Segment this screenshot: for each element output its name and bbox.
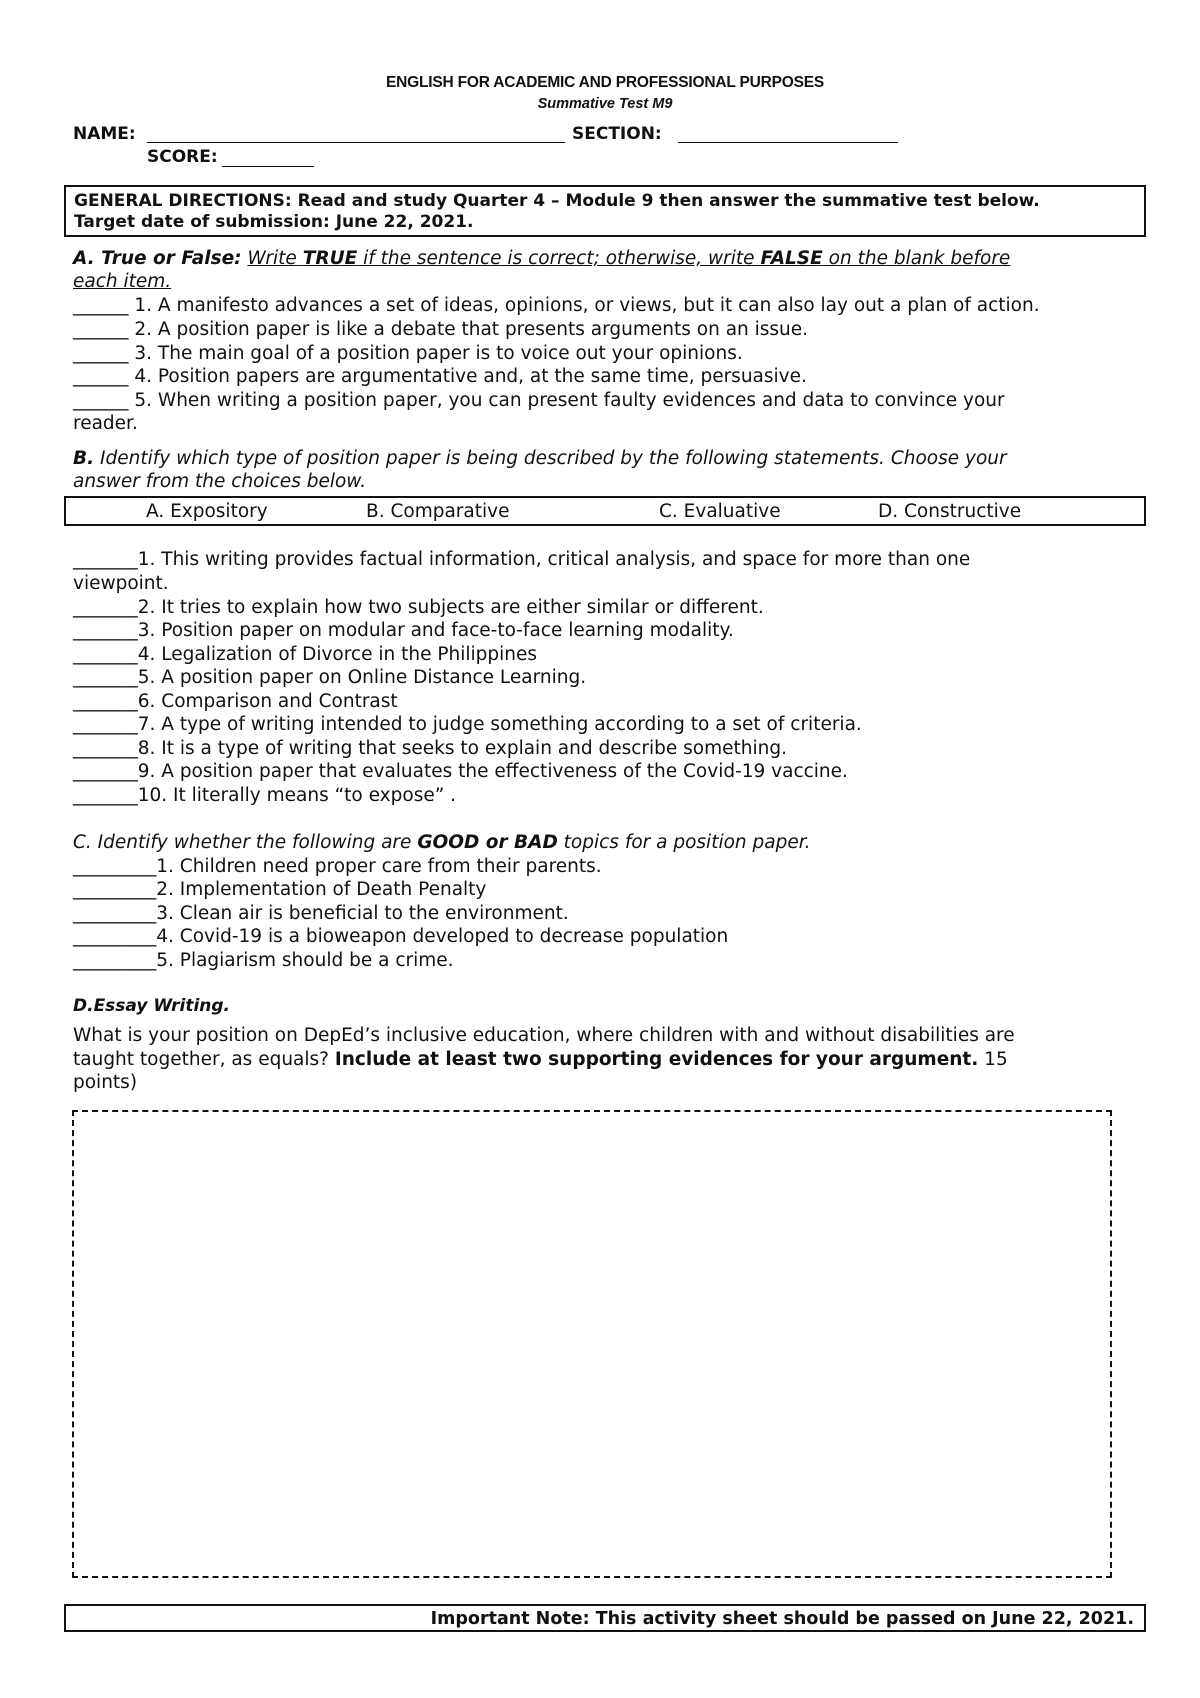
part-c-item: _________2. Implementation of Death Penalty [73,879,487,900]
part-a-instruction-cont: each item. [73,271,172,292]
choice-c: C. Evaluative [659,501,781,522]
part-b-item: _______10. It literally means “to expose” . [73,785,457,806]
part-b-item: _______3. Position paper on modular and face-to-face learning modality. [73,620,734,641]
part-c-item: _________1. Children need proper care from their parents. [73,856,602,877]
section-blank[interactable] [678,142,898,143]
part-b-item-cont: viewpoint. [73,573,169,594]
name-label: NAME: [73,124,136,144]
part-b-item: _______8. It is a type of writing that seeks to explain and describe something. [73,738,787,759]
part-c-item: _________4. Covid-19 is a bioweapon developed to decrease population [73,926,729,947]
choice-d: D. Constructive [878,501,1022,522]
document-subtitle: Summative Test M9 [537,96,673,112]
part-a-item: ______ 3. The main goal of a position paper is to voice out your opinions. [73,343,743,364]
important-note-box [64,1604,1146,1632]
part-b-item: _______7. A type of writing intended to judge something according to a set of criteria. [73,714,862,735]
part-b-item: _______9. A position paper that evaluates the effectiveness of the Covid-19 vaccine. [73,761,848,782]
score-label: SCORE: [147,147,218,167]
choice-b: B. Comparative [366,501,510,522]
part-b-item: _______5. A position paper on Online Distance Learning. [73,667,587,688]
part-a-instruction: A. True or False: Write TRUE if the sentence is correct; otherwise, write FALSE on the blank before [73,248,1011,269]
part-a-item: ______ 5. When writing a position paper, you can present faulty evidences and data to convince your [73,390,1005,411]
part-a-label: A. True or False: [73,248,242,269]
name-blank[interactable] [147,142,565,143]
general-directions-box [64,185,1146,237]
part-c-item: _________3. Clean air is beneficial to the environment. [73,903,569,924]
choice-a: A. Expository [146,501,268,522]
part-a-item: ______ 4. Position papers are argumentative and, at the same time, persuasive. [73,366,807,387]
essay-prompt-line-2: taught together, as equals? Include at least two supporting evidences for your argument. 15 [73,1049,1008,1070]
section-label: SECTION: [572,124,662,144]
choices-box [64,496,1146,526]
part-b-label: B. [73,448,95,469]
part-b-item: _______4. Legalization of Divorce in the Philippines [73,644,538,665]
part-c-item: _________5. Plagiarism should be a crime. [73,950,454,971]
important-note: Important Note: This activity sheet should be passed on June 22, 2021. [430,1609,1134,1629]
part-a-item: ______ 2. A position paper is like a debate that presents arguments on an issue. [73,319,809,340]
part-b-instruction-cont: answer from the choices below. [73,471,367,492]
document-title: ENGLISH FOR ACADEMIC AND PROFESSIONAL PURPOSES [385,74,825,91]
part-b-item: _______2. It tries to explain how two subjects are either similar or different. [73,597,764,618]
directions-line-2: Target date of submission: June 22, 2021. [74,212,474,232]
essay-answer-box[interactable] [72,1110,1112,1578]
part-b-instruction: B. Identify which type of position paper is being described by the following statements. Choose your [73,448,1007,469]
score-blank[interactable] [222,166,314,167]
essay-prompt-line-1: What is your position on DepEd’s inclusive education, where children with and without disabilities are [73,1025,1015,1046]
part-b-item: _______6. Comparison and Contrast [73,691,398,712]
essay-prompt-line-3: points) [73,1072,138,1093]
part-c-instruction: C. Identify whether the following are GOOD or BAD topics for a position paper. [73,832,811,853]
part-a-item: ______ 1. A manifesto advances a set of ideas, opinions, or views, but it can also lay out a plan of action. [73,295,1040,316]
part-a-item-cont: reader. [73,413,138,434]
directions-line-1: GENERAL DIRECTIONS: Read and study Quarter 4 – Module 9 then answer the summative test below. [74,191,1040,211]
part-d-label: D.Essay Writing. [73,996,231,1016]
part-b-item: _______1. This writing provides factual information, critical analysis, and space for more than one [73,549,971,570]
